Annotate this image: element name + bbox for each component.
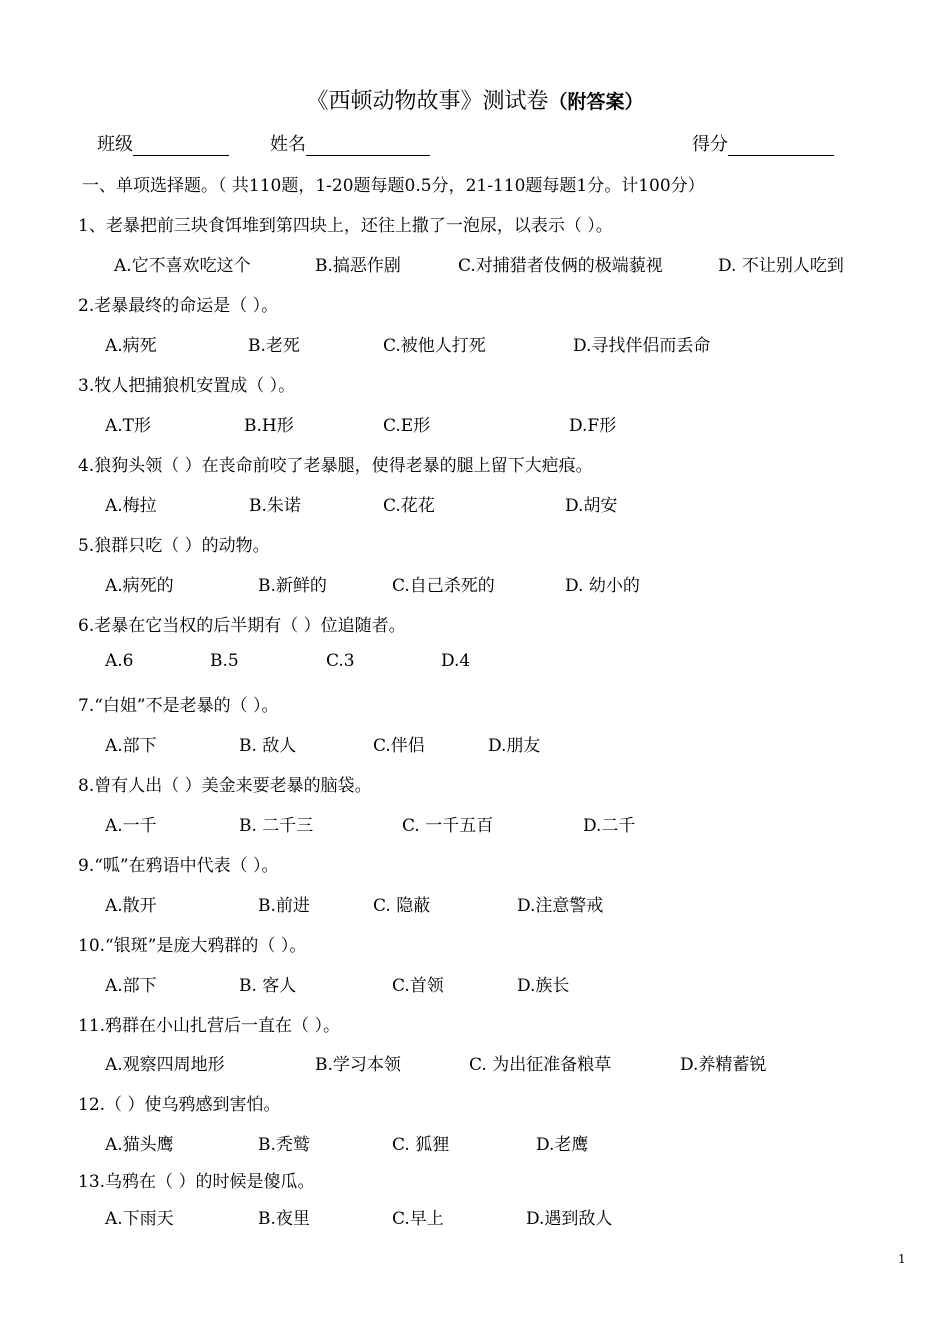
question-stem: 8.曾有人出（ ）美金来要老暴的脑袋。 <box>78 776 372 796</box>
option-b[interactable]: B.新鲜的 <box>258 576 327 596</box>
option-d[interactable]: D.寻找伴侣而丢命 <box>573 336 711 356</box>
name-field <box>270 130 430 156</box>
option-a[interactable]: A.T形 <box>105 416 152 436</box>
option-c[interactable]: C. 为出征准备粮草 <box>469 1055 612 1075</box>
option-a[interactable]: A.病死的 <box>105 576 174 596</box>
option-b[interactable]: B.秃鹫 <box>258 1135 310 1155</box>
option-c[interactable]: C.首领 <box>392 976 444 996</box>
option-row <box>0 1130 950 1154</box>
option-b[interactable]: B. 敌人 <box>239 736 297 756</box>
option-b[interactable]: B.H形 <box>244 416 294 436</box>
option-d[interactable]: D.族长 <box>517 976 570 996</box>
option-d[interactable]: D. 幼小的 <box>565 576 640 596</box>
question-stem: 7.“白姐”不是老暴的（ ）。 <box>78 696 279 716</box>
question-stem: 1、老暴把前三块食饵堆到第四块上，还往上撒了一泡尿，以表示（ ）。 <box>78 216 613 236</box>
section-heading: 一、单项选择题。（ 共110题，1-20题每题0.5分，21-110题每题1分。计100分） <box>82 176 705 196</box>
score-blank[interactable] <box>728 135 834 156</box>
option-c[interactable]: C.花花 <box>383 496 435 516</box>
question-stem: 12.（ ）使乌鸦感到害怕。 <box>78 1095 281 1115</box>
option-c[interactable]: C.伴侣 <box>373 736 425 756</box>
option-c[interactable]: C. 隐蔽 <box>373 896 431 916</box>
option-b[interactable]: B.搞恶作剧 <box>315 256 401 276</box>
question-stem: 3.牧人把捕狼机安置成（ ）。 <box>78 376 296 396</box>
title-main: 《西顿动物故事》测试卷 <box>306 89 549 114</box>
page-number: 1 <box>898 1252 906 1266</box>
option-b[interactable]: B.朱诺 <box>249 496 301 516</box>
option-row <box>0 411 950 435</box>
option-d[interactable]: D.二千 <box>583 816 636 836</box>
option-b[interactable]: B.夜里 <box>258 1209 310 1229</box>
class-blank[interactable] <box>133 135 229 156</box>
question-stem: 10.“银斑”是庞大鸦群的（ ）。 <box>78 936 307 956</box>
question-stem: 11.鸦群在小山扎营后一直在（ ）。 <box>78 1016 340 1036</box>
option-c[interactable]: C.3 <box>326 651 355 671</box>
name-blank[interactable] <box>306 135 430 156</box>
option-d[interactable]: D.胡安 <box>565 496 618 516</box>
option-b[interactable]: B. 客人 <box>239 976 297 996</box>
option-c[interactable]: C. 一千五百 <box>402 816 494 836</box>
title-note: （附答案） <box>548 91 644 113</box>
option-a[interactable]: A.观察四周地形 <box>105 1055 225 1075</box>
option-a[interactable]: A.6 <box>105 651 134 671</box>
option-row <box>0 491 950 515</box>
question-stem: 6.老暴在它当权的后半期有（ ）位追随者。 <box>78 616 406 636</box>
option-row <box>0 251 950 275</box>
name-label: 姓名 <box>270 134 306 155</box>
option-c[interactable]: C.早上 <box>392 1209 444 1229</box>
option-d[interactable]: D.朋友 <box>488 736 541 756</box>
option-d[interactable]: D.4 <box>441 651 471 671</box>
option-d[interactable]: D.遇到敌人 <box>526 1209 613 1229</box>
option-d[interactable]: D.F形 <box>569 416 617 436</box>
class-label: 班级 <box>97 134 133 155</box>
option-a[interactable]: A.散开 <box>105 896 157 916</box>
student-info-row <box>0 130 950 158</box>
option-row <box>0 731 950 755</box>
score-field <box>692 130 834 156</box>
option-a[interactable]: A.猫头鹰 <box>105 1135 174 1155</box>
question-stem: 5.狼群只吃（ ）的动物。 <box>78 536 270 556</box>
option-a[interactable]: A.病死 <box>105 336 157 356</box>
question-stem: 2.老暴最终的命运是（ ）。 <box>78 296 279 316</box>
option-d[interactable]: D.养精蓄锐 <box>680 1055 767 1075</box>
option-c[interactable]: C.被他人打死 <box>383 336 486 356</box>
option-row <box>0 651 950 675</box>
question-stem: 4.狼狗头领（ ）在丧命前咬了老暴腿，使得老暴的腿上留下大疤痕。 <box>78 456 593 476</box>
page-title <box>0 84 950 115</box>
question-stem: 9.“呱”在鸦语中代表（ ）。 <box>78 856 279 876</box>
option-row <box>0 1050 950 1074</box>
option-d[interactable]: D.老鹰 <box>536 1135 589 1155</box>
option-b[interactable]: B.前进 <box>258 896 310 916</box>
option-c[interactable]: C. 狐狸 <box>392 1135 450 1155</box>
option-c[interactable]: C.对捕猎者伎俩的极端藐视 <box>458 256 663 276</box>
option-c[interactable]: C.E形 <box>383 416 431 436</box>
option-a[interactable]: A.下雨天 <box>105 1209 174 1229</box>
class-field <box>97 130 229 156</box>
option-row <box>0 571 950 595</box>
option-row <box>0 1204 950 1228</box>
option-a[interactable]: A.梅拉 <box>105 496 157 516</box>
option-a[interactable]: A.它不喜欢吃这个 <box>114 256 251 276</box>
option-d[interactable]: D.注意警戒 <box>517 896 604 916</box>
option-a[interactable]: A.一千 <box>105 816 157 836</box>
option-d[interactable]: D. 不让别人吃到 <box>718 256 844 276</box>
option-c[interactable]: C.自己杀死的 <box>392 576 495 596</box>
option-row <box>0 331 950 355</box>
score-label: 得分 <box>692 134 728 155</box>
option-row <box>0 811 950 835</box>
option-row <box>0 891 950 915</box>
option-b[interactable]: B.5 <box>210 651 239 671</box>
option-b[interactable]: B. 二千三 <box>239 816 314 836</box>
option-row <box>0 971 950 995</box>
option-a[interactable]: A.部下 <box>105 976 157 996</box>
option-a[interactable]: A.部下 <box>105 736 157 756</box>
question-stem: 13.乌鸦在（ ）的时候是傻瓜。 <box>78 1172 315 1192</box>
option-b[interactable]: B.学习本领 <box>315 1055 401 1075</box>
option-b[interactable]: B.老死 <box>248 336 300 356</box>
